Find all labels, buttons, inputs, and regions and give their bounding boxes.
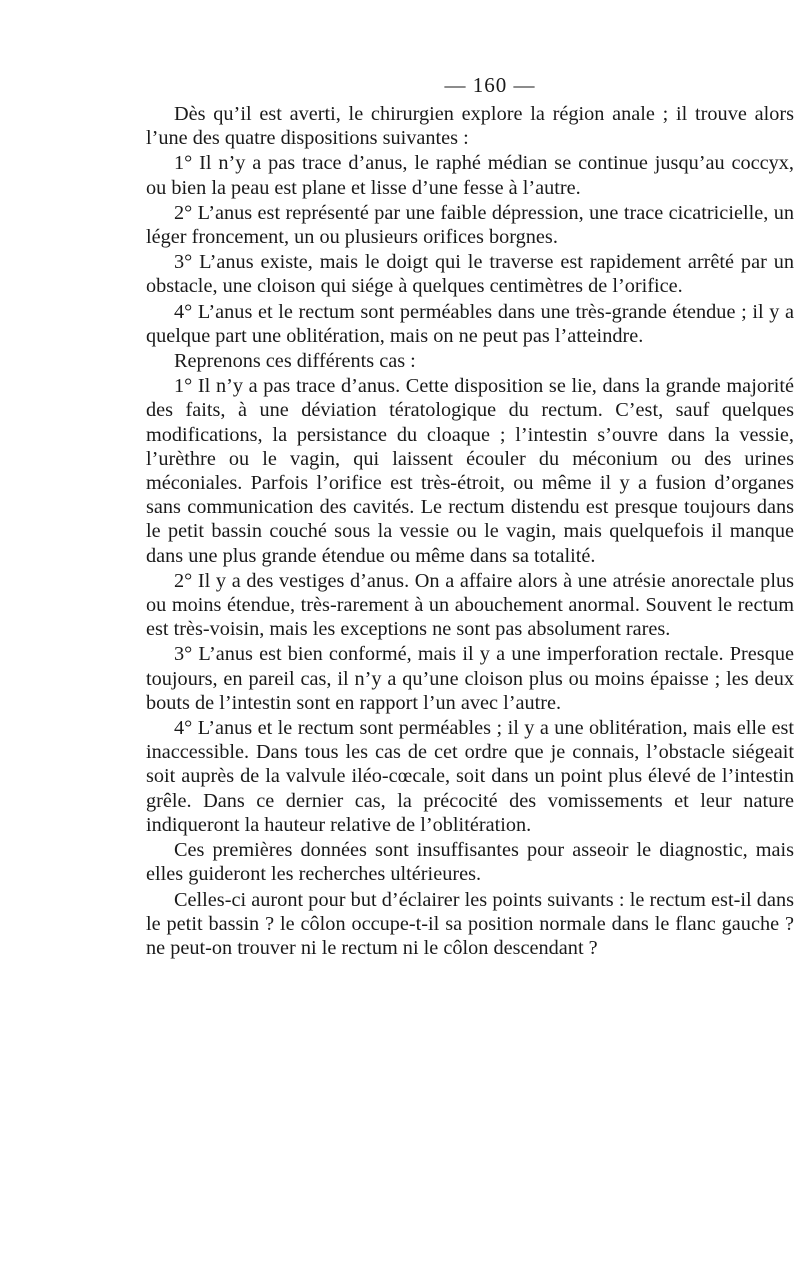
paragraph-intro: Dès qu’il est averti, le chirurgien explore la région anale ; il trouve alors l’une des quatre dispositions suivantes :: [146, 103, 794, 150]
paragraph-detail-4: 4° L’anus et le rectum sont perméables ; il y a une oblitération, mais elle est inaccessible. Dans tous les cas de cet ordre que je connais, l’obstacle siégeait soit auprès de la valvule iléo-cœcale, soit dans un point plus élevé de l’intestin grêle. Dans ce dernier cas, la précocité des vomissements et leur nature indiqueront la hauteur relative de l’oblitération.: [146, 717, 794, 836]
paragraph-diagnosis: Ces premières données sont insuffisantes pour asseoir le diagnostic, mais elles guideront les recherches ultérieures.: [146, 839, 794, 886]
book-page: [146, 70, 794, 960]
paragraph-detail-1: 1° Il n’y a pas trace d’anus. Cette disposition se lie, dans la grande majorité des faits, à une déviation tératologique du rectum. C’est, sauf quelques modifications, la persistance du cloaque ; l’intestin s’ouvre dans la vessie, l’urèthre ou le vagin, qui laissent écouler du méconium ou des urines méconiales. Parfois l’orifice est très-étroit, ou même il y a fusion d’organes sans communication des cavités. Le rectum distendu est presque toujours dans le petit bassin couché sous la vessie ou le vagin, mais quelquefois il manque dans une plus grande étendue ou même dans sa totalité.: [146, 375, 794, 567]
paragraph-questions: Celles-ci auront pour but d’éclairer les points suivants : le rectum est-il dans le petit bassin ? le côlon occupe-t-il sa position normale dans le flanc gauche ? ne peut-on trouver ni le rectum ni le côlon descendant ?: [146, 888, 794, 959]
paragraph-detail-3: 3° L’anus est bien conformé, mais il y a une imperforation rectale. Presque toujours, en pareil cas, il n’y a qu’une cloison plus ou moins épaisse ; les deux bouts de l’intestin sont en rapport l’un avec l’autre.: [146, 643, 794, 714]
paragraph-detail-2: 2° Il y a des vestiges d’anus. On a affaire alors à une atrésie anorectale plus ou moins étendue, très-rarement à un abouchement anormal. Souvent le rectum est très-voisin, mais les exceptions ne sont pas absolument rares.: [146, 569, 794, 641]
paragraph-case-4: 4° L’anus et le rectum sont perméables dans une très-grande étendue ; il y a quelque part une oblitération, mais on ne peut pas l’atteindre.: [146, 300, 794, 347]
paragraph-transition: Reprenons ces différents cas :: [174, 350, 416, 373]
paragraph-case-1: 1° Il n’y a pas trace d’anus, le raphé médian se continue jusqu’au coccyx, ou bien la peau est plane et lisse d’une fesse à l’autre.: [146, 152, 794, 199]
paragraph-case-3: 3° L’anus existe, mais le doigt qui le traverse est rapidement arrêté par un obstacle, une cloison qui siége à quelques centimètres de l’orifice.: [146, 251, 794, 298]
paragraph-case-2: 2° L’anus est représenté par une faible dépression, une trace cicatricielle, un léger froncement, un ou plusieurs orifices borgnes.: [146, 201, 794, 249]
page-number: — 160 —: [444, 73, 536, 97]
